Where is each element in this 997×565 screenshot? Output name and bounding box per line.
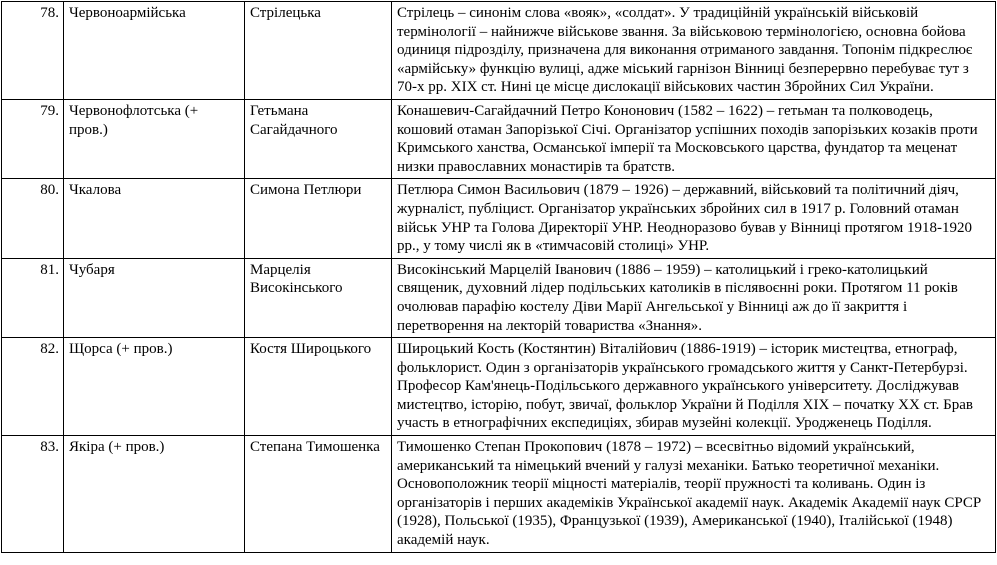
table-row [2, 436, 996, 553]
old-street-name: Щорса (+ пров.) [64, 338, 245, 436]
street-renaming-table [1, 1, 996, 553]
name-description: Високінський Марцелій Іванович (1886 – 1959) – католицький і греко-католицький священик, духовний лідер подільських католиків в післявоєнні роки. Протягом 11 років очолював парафію костелу Діви Марії Ангельської у Вінниці аж до її закриття і перетворення на лекторій товариства «Знання». [392, 258, 996, 337]
old-street-name: Чубаря [64, 258, 245, 337]
new-street-name: Степана Тимошенка [245, 436, 392, 553]
name-description: Стрілець – синонім слова «вояк», «солдат». У традиційній українській військовій термінології – найнижче військове звання. За військовою термінологією, основна бойова одиниця підрозділу, призначена для виконання отриманого завдання. Топонім підкреслює «армійську» функцію вулиці, адже міський гарнізон Вінниці безперервно перебуває тут з 70-х рр. XIX ст. Нині це місце дислокації військових частин Збройних Сил України. [392, 2, 996, 100]
old-street-name: Чкалова [64, 179, 245, 258]
table-row [2, 2, 996, 100]
old-street-name: Червонофлотська (+ пров.) [64, 99, 245, 178]
new-street-name: Гетьмана Сагайдачного [245, 99, 392, 178]
row-number: 81. [2, 258, 64, 337]
new-street-name: Стрілецька [245, 2, 392, 100]
new-street-name: Костя Широцького [245, 338, 392, 436]
old-street-name: Червоноармійська [64, 2, 245, 100]
table-row [2, 338, 996, 436]
row-number: 79. [2, 99, 64, 178]
old-street-name: Якіра (+ пров.) [64, 436, 245, 553]
new-street-name: Марцелія Високінського [245, 258, 392, 337]
row-number: 82. [2, 338, 64, 436]
row-number: 78. [2, 2, 64, 100]
new-street-name: Симона Петлюри [245, 179, 392, 258]
table-row [2, 179, 996, 258]
name-description: Широцький Кость (Костянтин) Віталійович (1886-1919) – історик мистецтва, етнограф, фольклорист. Один з організаторів українського громадського життя у Санкт-Петербурзі. Професор Кам'янець-Подільського державного українського університету. Досліджував мистецтво, історію, побут, звичаї, фольклор України й Поділля XIX – початку XX ст. Брав участь в етнографічних експедиціях, збирав музейні колекції. Уродженець Поділля. [392, 338, 996, 436]
row-number: 80. [2, 179, 64, 258]
row-number: 83. [2, 436, 64, 553]
name-description: Петлюра Симон Васильович (1879 – 1926) – державний, військовий та політичний діяч, журналіст, публіцист. Організатор українських збройних сил в 1917 р. Головний отаман військ УНР та Голова Директорії УНР. Неодноразово бував у Вінниці протягом 1918-1920 рр., у тому числі як в «тимчасовій столиці» УНР. [392, 179, 996, 258]
name-description: Конашевич-Сагайдачний Петро Кононович (1582 – 1622) – гетьман та полководець, кошовий отаман Запорізької Січі. Організатор успішних походів запорізьких козаків проти Кримського ханства, Османської імперії та Московського царства, фундатор та меценат низки православних монастирів та братств. [392, 99, 996, 178]
table-row [2, 258, 996, 337]
name-description: Тимошенко Степан Прокопович (1878 – 1972) – всесвітньо відомий український, американський та німецький вчений у галузі механіки. Батько теоретичної механіки. Основоположник теорії міцності матеріалів, теорії пружності та коливань. Один із організаторів і перших академіків Української академії наук. Академік Академії наук СРСР (1928), Польської (1935), Французької (1939), Американської (1940), Італійської (1948) академій наук. [392, 436, 996, 553]
table-row [2, 99, 996, 178]
